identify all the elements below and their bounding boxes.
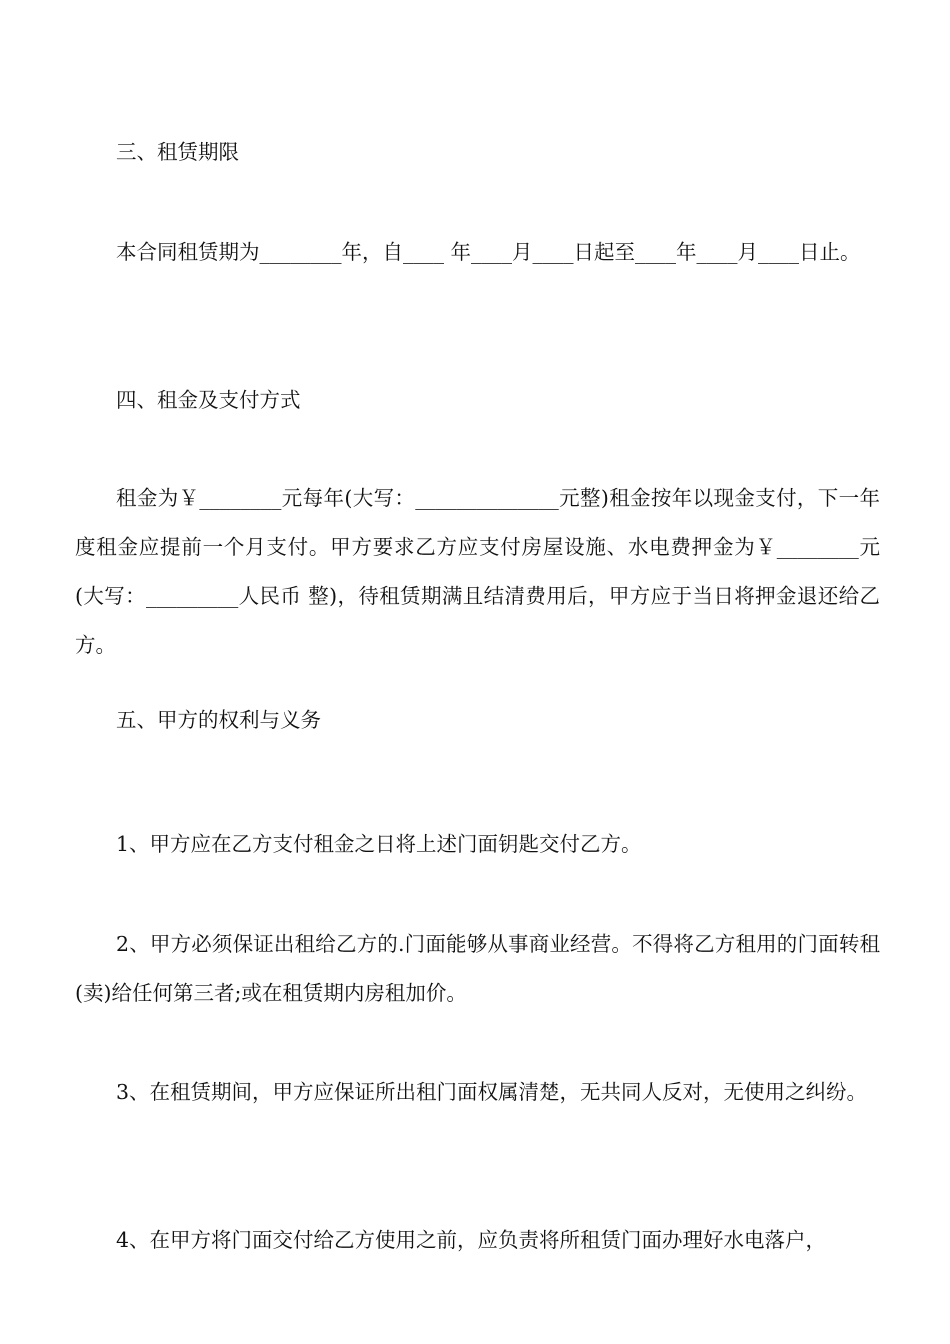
clause-2: 2、甲方必须保证出租给乙方的.门面能够从事商业经营。不得将乙方租用的门面转租(卖)给任何第三者;或在租赁期内房租加价。 xyxy=(75,932,880,1005)
section-heading-party-a-rights: 五、甲方的权利与义务 xyxy=(116,708,321,732)
clause-4: 4、在甲方将门面交付给乙方使用之前，应负责将所租赁门面办理好水电落户， xyxy=(116,1228,827,1252)
clause-3: 3、在租赁期间，甲方应保证所出租门面权属清楚，无共同人反对，无使用之纠纷。 xyxy=(116,1080,868,1104)
paragraph-rent-payment: 租金为￥________元每年(大写：______________元整)租金按年以现金支付，下一年度租金应提前一个月支付。甲方要求乙方应支付房屋设施、水电费押金为￥________元(大写：_________人民币 整)，待租赁期满且结清费用后，甲方应于当日将押金退还给乙方。 xyxy=(75,486,880,657)
section-heading-lease-term: 三、租赁期限 xyxy=(116,140,239,164)
section-heading-rent-payment: 四、租金及支付方式 xyxy=(116,388,301,412)
paragraph-lease-period: 本合同租赁期为________年，自____ 年____月____日起至____年____月____日止。 xyxy=(116,240,861,264)
clause-1: 1、甲方应在乙方支付租金之日将上述门面钥匙交付乙方。 xyxy=(116,832,642,856)
